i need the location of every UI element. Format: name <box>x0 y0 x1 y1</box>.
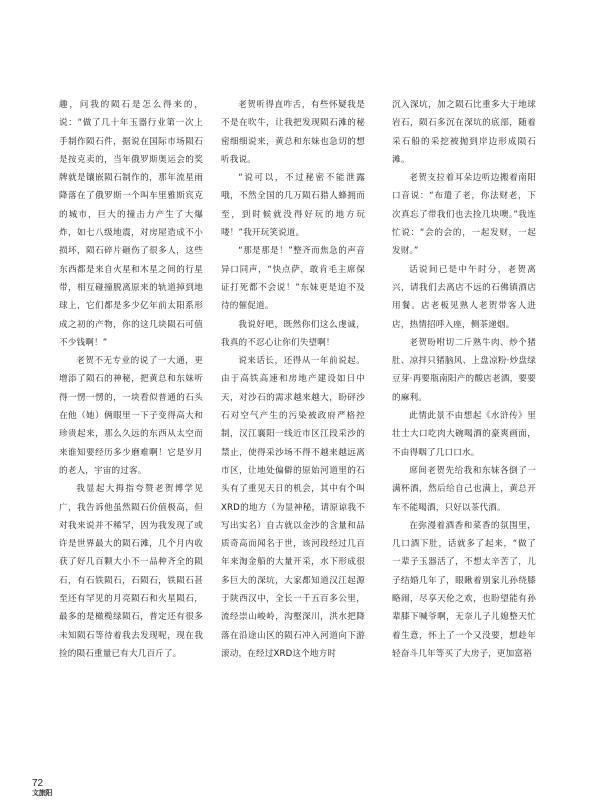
paragraph: 老贺听得直咋舌，有些怀疑我是不是在吹牛，让我把发现陨石滩的秘密细细说来，黄总和东妹也急切的想听我说。 <box>221 100 365 165</box>
paragraph: 我说好吧，既然你们这么虔诚，我真的不忍心让你们失望啊！ <box>221 319 365 348</box>
text-column-2 <box>221 96 365 663</box>
paragraph: 老贺支拉着耳朵边听边搬着南阳口音说：“布遣了老，你法财老，下次真忘了带我们也去捡几块噢。”我连忙说：“会的会的，一起发财，一起发财。” <box>392 173 536 257</box>
paragraph: “那是那是！”整齐而焦急的声音异口同声，“快点萨，敢肯毛主席保证打死都不会说！”东妹更是迫不及待的催促道。 <box>221 246 365 312</box>
paragraph: 话说间已是中午时分，老贺离兴，请我们去离店不远的石佛镇酒店用餐。店老板见熟人老贺带客人进店，热情招呼入座，侧茶递烟。 <box>392 264 536 330</box>
paragraph: “说可以，不过秘密不能泄露哦，不然全国的几万陨石猎人蜂拥而至，到时候就没得好玩的地方玩喽！”我开玩笑说道。 <box>221 173 365 239</box>
text-column-1 <box>59 96 203 663</box>
paragraph: 席间老贺先给我和东妹各倒了一满杯酒，然后给自己也满上，黄总开车不能喝酒，只好以茶代酒。 <box>392 465 536 513</box>
paragraph: 老贺吩咐切二斤熟牛肉、炒个猪肚、凉拌只猪脑风、上盘凉粉·炒盘绿豆芽·再要瓶南阳产的酸店老酒，要要的麻利。 <box>392 337 536 403</box>
paragraph: 此情此景不由想起《水浒传》里壮士大口吃肉大碗喝酒的豪爽画面，不由得咽了几口口水。 <box>392 411 536 458</box>
page-number: 72 <box>32 778 44 789</box>
paragraph: 沉入深坑，加之陨石比重多大于地球岩石，陨石多沉在深坑的底部，随着采石船的采挖被抛到岸边形成陨石滩。 <box>392 100 536 165</box>
text-column-3 <box>392 96 536 663</box>
paragraph: 我显起大拇指夸赞老贺博学见广，我告诉他虽然陨石价值极高，但对我来说并不稀罕，因为我发现了或许是世界最大的陨石滩，几个月内收获了好几百颗大小不一品种齐全的陨石，有石铁陨石，石陨石，铁陨石甚至还有罕见的月亮陨石和火星陨石，最多的是橄榄绿陨石，普定还有很多未知陨石等待着我去发现呢，现在我捡的陨石重量已有大几百斤了。 <box>59 484 203 659</box>
paragraph: 说来话长，还得从一年前说起。由于高铁高速和房地产建设如日中天，对沙石的需求越来越大，盼砰沙石对空气产生的污染被政府严格控制，汉江襄阳一线近市区江段采沙的禁止，使得采沙场不得不越来越远离市区，让地处偏僻的原始河道里的石头有了重见天日的机会，其中有个叫XRD的地方（为显神秘，请原谅我不写出实名）自古就以金沙的含量和品质奇高而闻名于世，该河段经过几百年来淘金船的大量开采，水下形成很多巨大的深坑，大家都知道汉江起源于陕西汉中，全长一千五百多公里，流经崇山峻岭，沟壑深川，洪水把降落在沿途山区的陨石冲入河道向下游滚动，在经过XRD这个地方时 <box>221 356 365 659</box>
paragraph: 趣，问我的陨石是怎么得来的，说：“做了几十年玉器行业第一次上手制作陨石件，据说在国际市场陨石是按克卖的，当年俄罗斯奥运会的奖牌就是镶嵌陨石制作的，那年流星雨降落在了俄罗斯一个叫车里雅斯宾克的城市，巨大的撞击力产生了大爆炸，如七八级地震，对房屋造成不小损坏，陨石碎片砸伤了很多人，这些东西都是来自火星和木星之间的行星带，相互碰撞脱离原来的轨道掉到地球上，它们都是多少亿年前太阳系形成之初的产物，你的这几块陨石可值不少钱啊！” <box>59 100 203 348</box>
paragraph: 在弥漫着酒香和菜香的氛围里，几口酒下肚，话就多了起来，“做了一辈子玉器活了，不想太辛苦了，儿子结婚几年了，眼瞅着别家儿孙绕膝略闹，尽享天伦之欢，也盼望能有孙辈膝下喊爷啊，无奈儿子儿媳整天忙着生意，怀上了一个又没要，想趁年轻奋斗几年等买了大房子，更加富裕 <box>392 520 536 659</box>
magazine-name: 文旅阳 <box>32 789 53 797</box>
paragraph: 老贺不无专业的说了一大通，更增添了陨石的神秘，把黄总和东妹听得一愣一愣的，一块看似普通的石头在他（她）俩眼里一下子变得高大和珍贵起来，那么久远的东西从太空而来谁知要经历多少磨难啊！它是岁月的老人，宇宙的过客。 <box>59 356 203 476</box>
